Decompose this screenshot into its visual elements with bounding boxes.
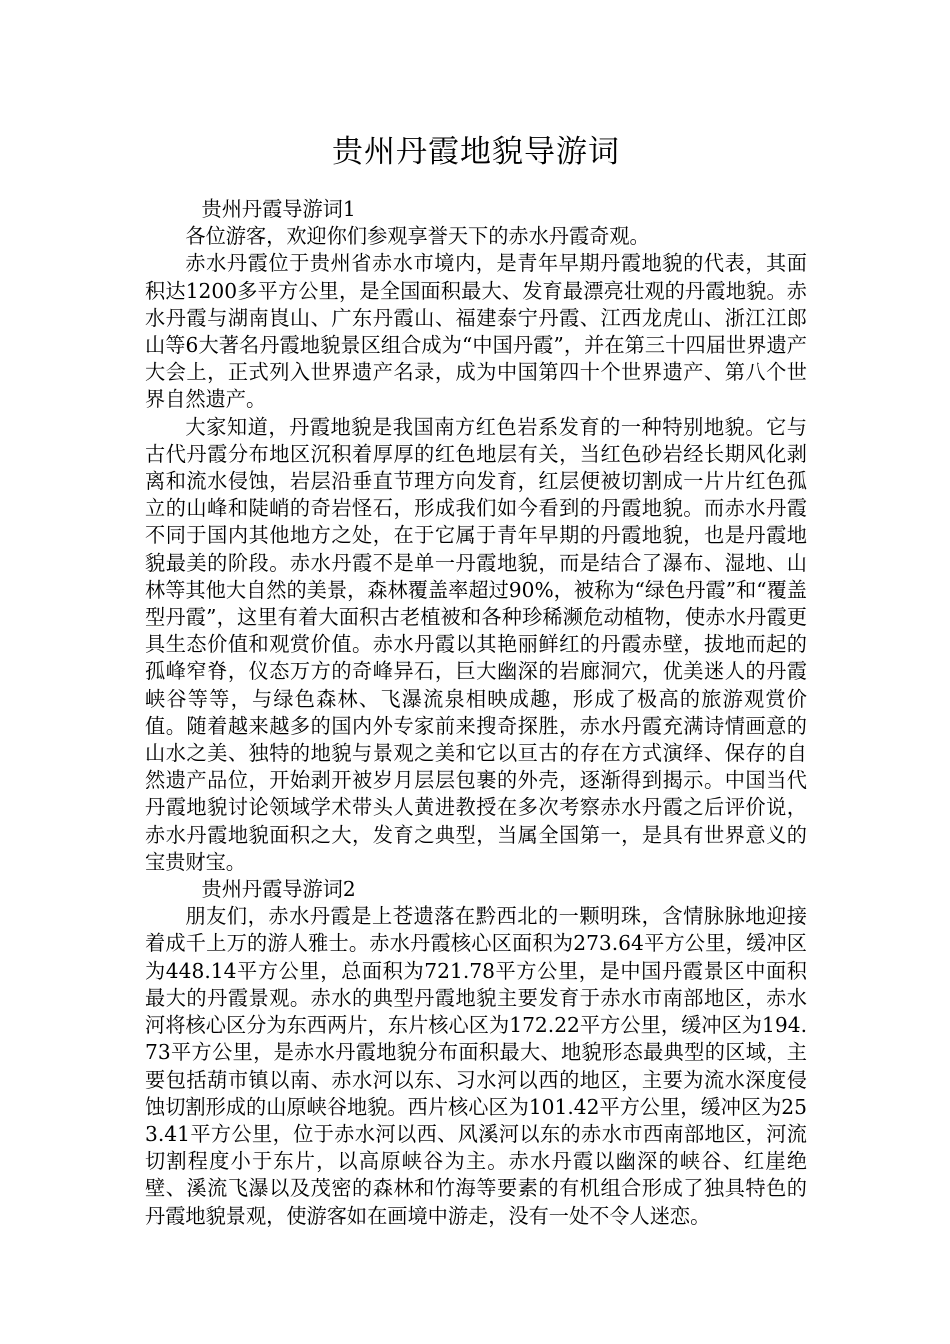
document-page [145,0,807,1344]
section-heading: 贵州丹霞导游词2 [201,877,356,902]
paragraph: 各位游客，欢迎你们参观享誉天下的赤水丹霞奇观。 [185,224,650,249]
document-body [145,196,807,1230]
paragraph: 朋友们，赤水丹霞是上苍遗落在黔西北的一颗明珠，含情脉脉地迎接着成千上万的游人雅士。赤水丹霞核心区面积为273.64平方公里，缓冲区为448.14平方公里，总面积为721.78平方公里，是中国丹霞景区中面积最大的丹霞景观。赤水的典型丹霞地貌主要发育于赤水市南部地区，赤水河将核心区分为东西两片，东片核心区为172.22平方公里，缓冲区为194.73平方公里，是赤水丹霞地貌分布面积最大、地貌形态最典型的区域，主要包括葫市镇以南、赤水河以东、习水河以西的地区，主要为流水深度侵蚀切割形成的山原峡谷地貌。西片核心区为101.42平方公里，缓冲区为253.41平方公里，位于赤水河以西、风溪河以东的赤水市西南部地区，河流切割程度小于东片，以高原峡谷为主。赤水丹霞以幽深的峡谷、红崖绝壁、溪流飞瀑以及茂密的森林和竹海等要素的有机组合形成了独具特色的丹霞地貌景观，使游客如在画境中游走，没有一处不令人迷恋。 [145,904,807,1228]
document-title: 贵州丹霞地貌导游词 [332,134,620,170]
paragraph: 大家知道，丹霞地貌是我国南方红色岩系发育的一种特别地貌。它与古代丹霞分布地区沉积着厚厚的红色地层有关，当红色砂岩经长期风化剥离和流水侵蚀，岩层沿垂直节理方向发育，红层便被切割成一片片红色孤立的山峰和陡峭的奇岩怪石，形成我们如今看到的丹霞地貌。而赤水丹霞不同于国内其他地方之处，在于它属于青年早期的丹霞地貌，也是丹霞地貌最美的阶段。赤水丹霞不是单一丹霞地貌，而是结合了瀑布、湿地、山林等其他大自然的美景，森林覆盖率超过90%，被称为“绿色丹霞”和“覆盖型丹霞”，这里有着大面积古老植被和各种珍稀濒危动植物，使赤水丹霞更具生态价值和观赏价值。赤水丹霞以其艳丽鲜红的丹霞赤壁，拔地而起的孤峰窄脊，仪态万方的奇峰异石，巨大幽深的岩廊洞穴，优美迷人的丹霞峡谷等等，与绿色森林、飞瀑流泉相映成趣，形成了极高的旅游观赏价值。随着越来越多的国内外专家前来搜奇探胜，赤水丹霞充满诗情画意的山水之美、独特的地貌与景观之美和它以亘古的存在方式演绎、保存的自然遗产品位，开始剥开被岁月层层包裹的外壳，逐渐得到揭示。中国当代丹霞地貌讨论领域学术带头人黄进教授在多次考察赤水丹霞之后评价说，赤水丹霞地貌面积之大，发育之典型，当属全国第一，是具有世界意义的宝贵财宝。 [145,414,807,874]
paragraph: 赤水丹霞位于贵州省赤水市境内，是青年早期丹霞地貌的代表，其面积达1200多平方公里，是全国面积最大、发育最漂亮壮观的丹霞地貌。赤水丹霞与湖南崀山、广东丹霞山、福建泰宁丹霞、江西龙虎山、浙江江郎山等6大著名丹霞地貌景区组合成为“中国丹霞”，并在第三十四届世界遗产大会上，正式列入世界遗产名录，成为中国第四十个世界遗产、第八个世界自然遗产。 [145,251,807,412]
section-heading: 贵州丹霞导游词1 [201,197,356,221]
